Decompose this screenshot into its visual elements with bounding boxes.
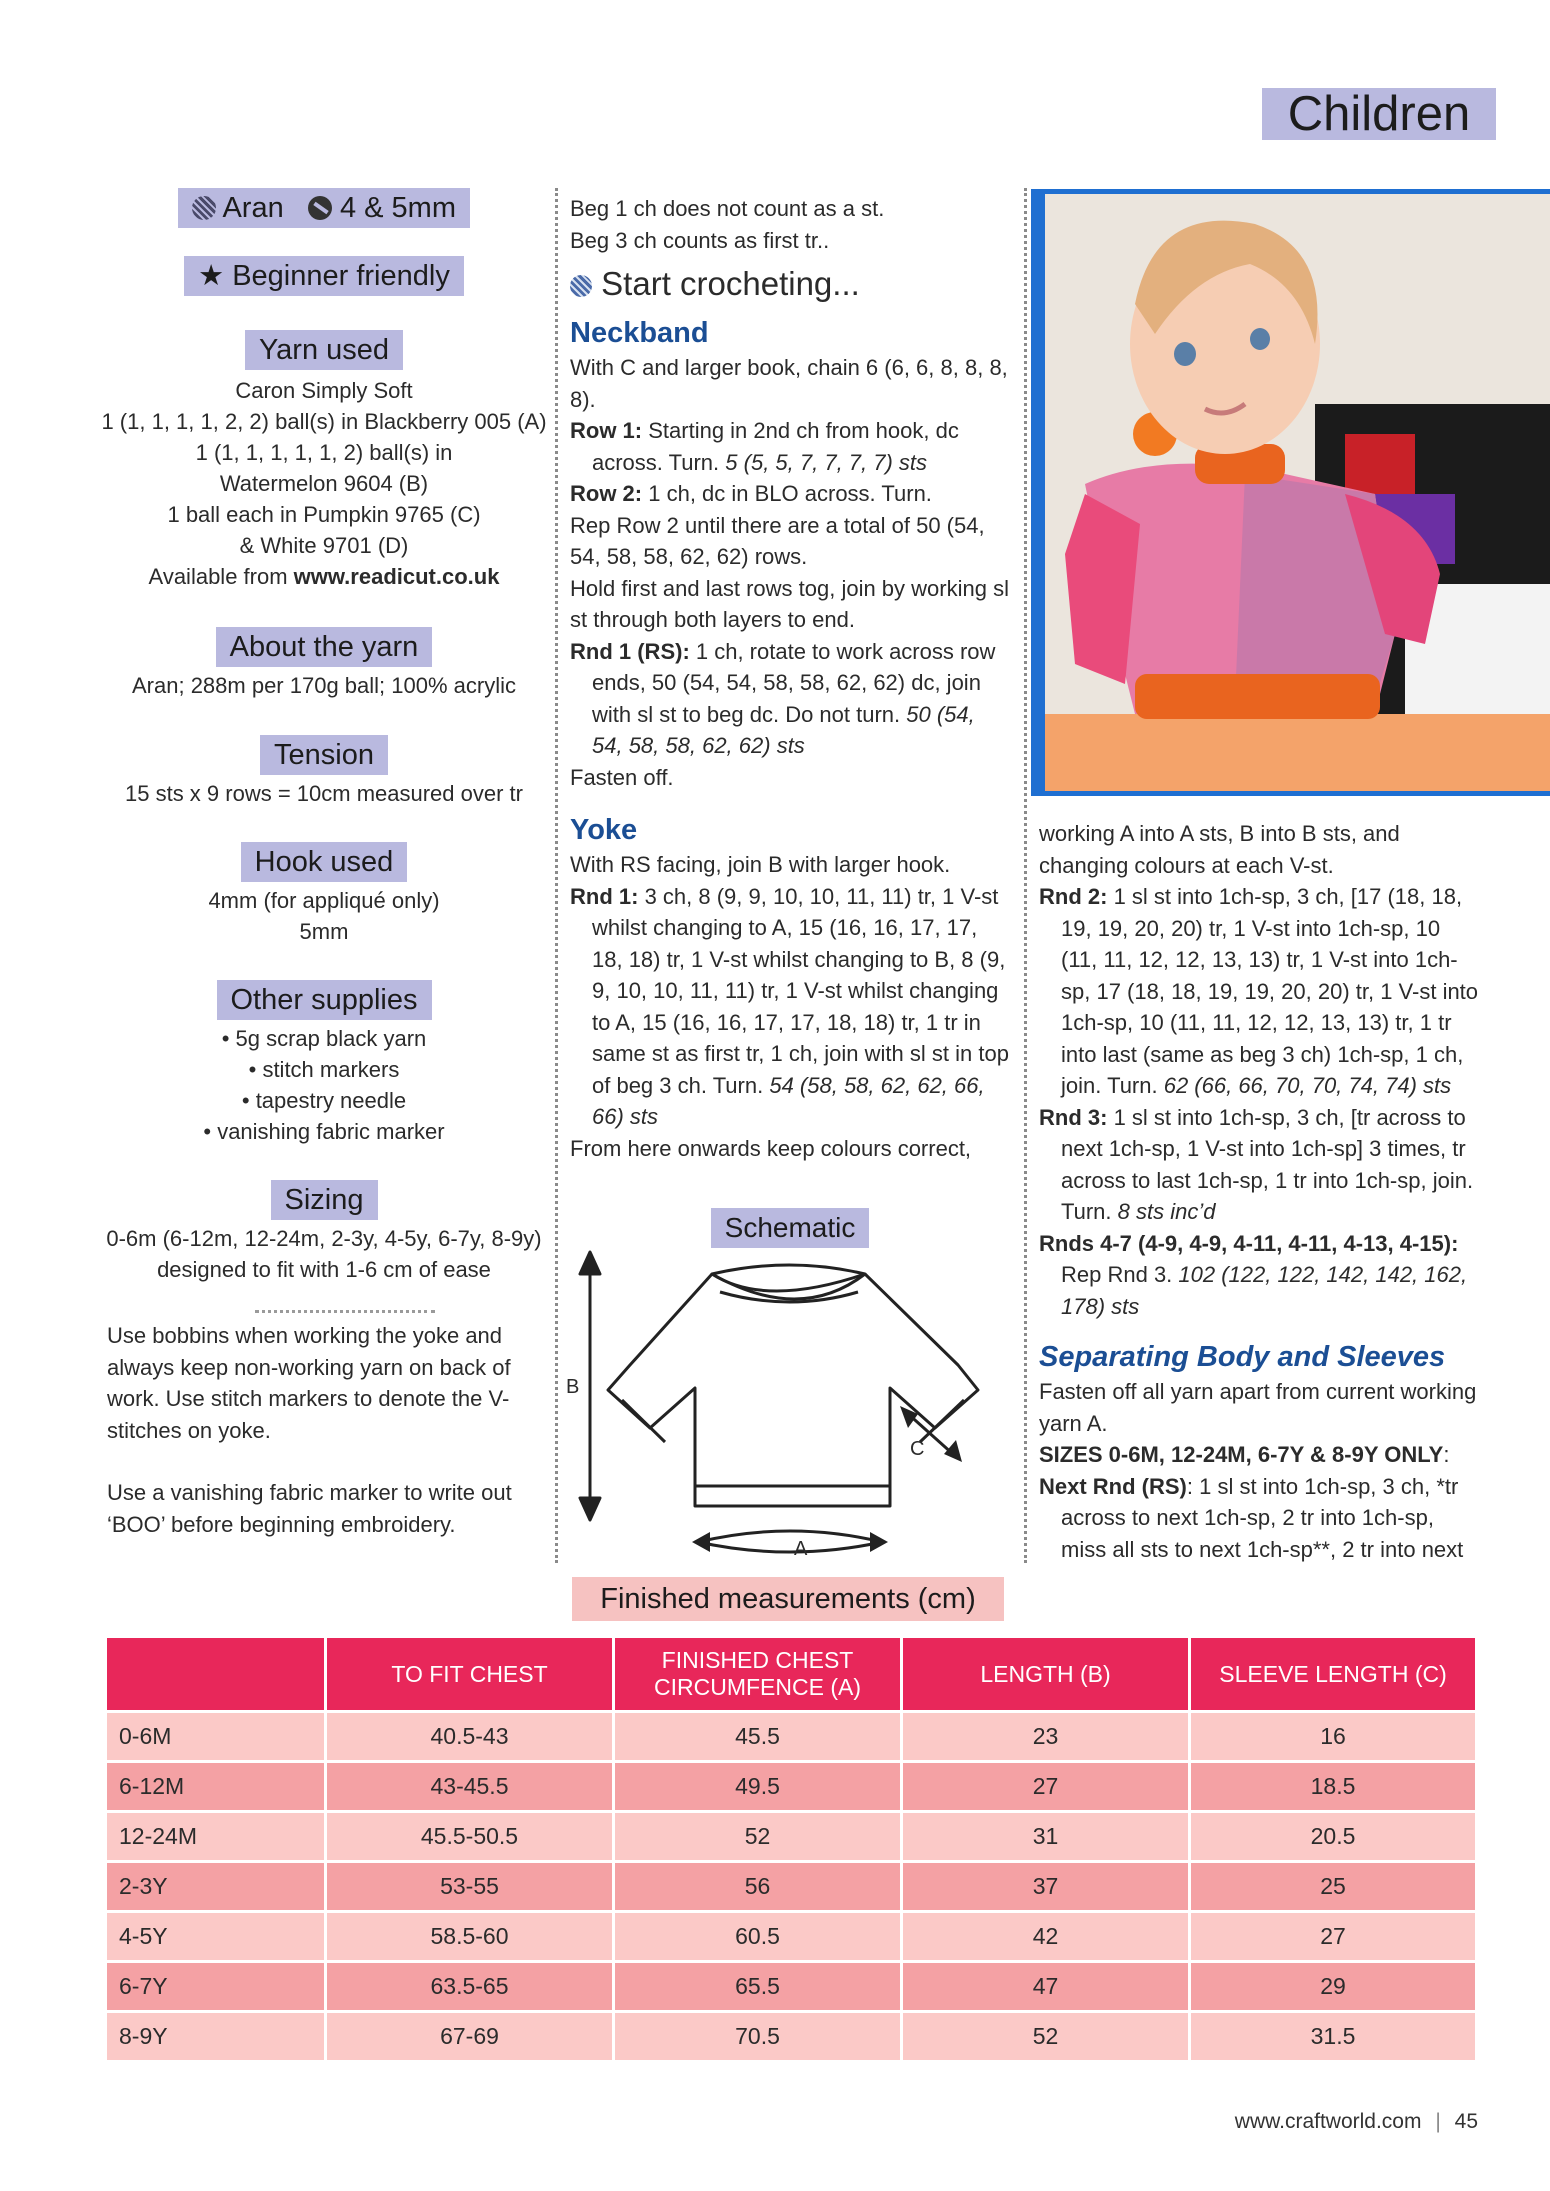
table-cell: 27 — [903, 1763, 1191, 1813]
rnd2: Rnd 2: 1 sl st into 1ch-sp, 3 ch, [17 (18, 18, 19, 19, 20, 20) tr, 1 V-st into 1ch-sp, 10 (11, 11, 12, 12, 13, 13) tr, 1 V-st into 1ch-sp, 17 (18, 18, 19, 19, 20, 20) tr, 1 V-st into 1ch-sp, 10 (11, 11, 12, 12, 13, 13) tr, 1 tr into last (same as beg 3 ch) 1ch-sp, 1 ch, join. Turn. 62 (66, 66, 70, 70, 74, 74) sts — [1039, 884, 1479, 1098]
yoke-p1: With RS facing, join B with larger hook. — [570, 852, 951, 877]
intro-line: Beg 1 ch does not count as a st. — [570, 196, 885, 221]
level-label: Beginner friendly — [232, 260, 450, 292]
start-heading: Start crocheting... — [570, 260, 1010, 308]
table-cell: 29 — [1191, 1963, 1478, 2013]
table-cell: 43-45.5 — [327, 1763, 615, 1813]
schematic-label: Schematic — [700, 1208, 880, 1248]
footer-separator: | — [1435, 2110, 1441, 2133]
page-number: 45 — [1454, 2110, 1478, 2133]
child-illustration — [1045, 194, 1550, 791]
table-cell: 6-12M — [107, 1763, 327, 1813]
yarn-ball-icon — [570, 275, 592, 297]
table-cell: 8-9Y — [107, 2013, 327, 2063]
table-cell: 70.5 — [615, 2013, 903, 2063]
neckband-p1: With C and larger book, chain 6 (6, 6, 8, 8, 8, 8). — [570, 355, 1008, 412]
rnd3: Rnd 3: 1 sl st into 1ch-sp, 3 ch, [tr across to next 1ch-sp, 1 V-st into 1ch-sp] 3 times, tr across to last 1ch-sp, 1 tr into 1ch-sp, join. Turn. 8 sts inc’d — [1039, 1104, 1474, 1224]
arrow-head — [870, 1532, 888, 1552]
table-cell: 4-5Y — [107, 1913, 327, 1963]
yoke-p2: From here onwards keep colours correct, — [570, 1135, 972, 1161]
rnds-4-7: Rnds 4-7 (4-9, 4-9, 4-11, 4-11, 4-13, 4-15): Rep Rnd 3. 102 (122, 122, 142, 142, 162, 178) sts — [1039, 1230, 1468, 1319]
arrow-head — [580, 1252, 600, 1274]
neckband-row2: Row 2: 1 ch, dc in BLO across. Turn. — [570, 481, 932, 506]
table-header — [107, 1638, 327, 1713]
table-cell: 16 — [1191, 1713, 1478, 1763]
weight-hook-badge — [96, 188, 552, 228]
table-header: FINISHED CHEST CIRCUMFENCE (A) — [615, 1638, 903, 1713]
table-header: TO FIT CHEST — [327, 1638, 615, 1713]
column-separator — [1024, 188, 1027, 1563]
table-cell: 25 — [1191, 1863, 1478, 1913]
table-row — [107, 1813, 1478, 1863]
neckband-p3: Hold first and last rows tog, join by working sl st through both layers to end. — [570, 575, 1009, 632]
schematic-diagram — [560, 1250, 1020, 1570]
separating-p1: Fasten off all yarn apart from current working yarn A. — [1039, 1379, 1477, 1436]
table-cell: 40.5-43 — [327, 1713, 615, 1763]
table-cell: 52 — [615, 1813, 903, 1863]
table-row — [107, 1763, 1478, 1813]
pattern-column-continued — [1039, 818, 1479, 1565]
note-marker: Use a vanishing fabric marker to write out ‘BOO’ before beginning embroidery. — [107, 1480, 512, 1537]
neckband-row1: Row 1: Starting in 2nd ch from hook, dc across. Turn. 5 (5, 5, 7, 7, 7, 7) sts — [570, 418, 959, 475]
yoke-rnd1: Rnd 1: 3 ch, 8 (9, 9, 10, 10, 11, 11) tr, 1 V-st whilst changing to A, 15 (16, 16, 17, 17, 18, 18) tr, 1 V-st whilst changing to B, 8 (9, 9, 10, 10, 11, 11) tr, 1 V-st whilst changing to A, 15 (16, 16, 17, 17, 18, 18) tr, 1 tr in same st as first tr, 1 ch, join with sl st in top of beg 3 ch. Turn. 54 (58, 58, 62, 62, 66, 66) sts — [570, 883, 1009, 1129]
intro-line: Beg 3 ch counts as first tr.. — [570, 227, 830, 253]
neckband-heading: Neckband — [570, 317, 709, 349]
sizing-text: 0-6m (6-12m, 12-24m, 2-3y, 4-5y, 6-7y, 8-9y) designed to fit with 1-6 cm of ease — [106, 1226, 542, 1282]
table-cell: 63.5-65 — [327, 1963, 615, 2013]
list-item: • stitch markers — [248, 1057, 400, 1082]
neckband-rnd1: Rnd 1 (RS): 1 ch, rotate to work across row ends, 50 (54, 54, 58, 58, 62, 62) dc, join with sl st to beg dc. Do not turn. 50 (54, 54, 58, 58, 62, 62) sts — [570, 638, 996, 758]
table-row — [107, 2013, 1478, 2063]
table-cell: 47 — [903, 1963, 1191, 2013]
footer-url[interactable]: www.craftworld.com — [1234, 2110, 1422, 2133]
table-cell: 20.5 — [1191, 1813, 1478, 1863]
list-item: • vanishing fabric marker — [203, 1119, 445, 1144]
table-cell: 52 — [903, 2013, 1191, 2063]
table-cell: 58.5-60 — [327, 1913, 615, 1963]
arrow-head — [692, 1532, 710, 1552]
yoke-heading: Yoke — [570, 814, 638, 846]
level-badge — [96, 256, 552, 296]
table-cell: 37 — [903, 1863, 1191, 1913]
sizing-label: Sizing — [96, 1180, 552, 1220]
pattern-column — [570, 193, 1010, 1164]
table-cell: 53-55 — [327, 1863, 615, 1913]
note-bobbins: Use bobbins when working the yoke and always keep non-working yarn on back of work. Use stitch markers to denote the V-stitches on yoke. — [107, 1323, 511, 1443]
table-cell: 18.5 — [1191, 1763, 1478, 1813]
weight-label: Aran — [222, 192, 284, 224]
yarn-used-text: Caron Simply Soft 1 (1, 1, 1, 1, 2, 2) ball(s) in Blackberry 005 (A) 1 (1, 1, 1, 1, 1, 2) ball(s) in Watermelon 9604 (B) 1 ball each in Pumpkin 9765 (C) & White 9701 (D) Available from www.readicut.co.uk — [101, 378, 547, 589]
dim-c-label: C — [910, 1438, 925, 1460]
table-cell: 49.5 — [615, 1763, 903, 1813]
table-row — [107, 1713, 1478, 1763]
measurements-table — [107, 1638, 1478, 2063]
other-supplies-label: Other supplies — [96, 980, 552, 1020]
dim-b-label: B — [566, 1376, 580, 1398]
section-title: Children — [1287, 87, 1471, 141]
yarn-supplier-link[interactable]: www.readicut.co.uk — [293, 564, 500, 589]
table-row — [107, 1863, 1478, 1913]
column-separator — [555, 188, 558, 1563]
table-cell: 12-24M — [107, 1813, 327, 1863]
dim-a-label: A — [794, 1538, 808, 1560]
table-cell: 0-6M — [107, 1713, 327, 1763]
table-header: LENGTH (B) — [903, 1638, 1191, 1713]
col3-p1: working A into A sts, B into B sts, and changing colours at each V-st. — [1039, 821, 1400, 878]
separating-heading: Separating Body and Sleeves — [1039, 1341, 1446, 1373]
table-cell: 27 — [1191, 1913, 1478, 1963]
yarn-ball-icon — [192, 196, 216, 220]
list-item: • 5g scrap black yarn — [221, 1026, 427, 1051]
arrow-head — [580, 1498, 600, 1520]
table-cell: 2-3Y — [107, 1863, 327, 1913]
about-yarn-label: About the yarn — [96, 627, 552, 667]
table-cell: 56 — [615, 1863, 903, 1913]
star-icon: ★ — [198, 260, 225, 292]
tension-label: Tension — [96, 735, 552, 775]
table-cell: 65.5 — [615, 1963, 903, 2013]
hook-label: 4 & 5mm — [339, 192, 456, 224]
table-row — [107, 1963, 1478, 2013]
child-photo — [1045, 194, 1550, 791]
neck-band — [720, 1292, 858, 1302]
sweater-outline — [608, 1274, 978, 1506]
other-supplies-list — [96, 1023, 552, 1147]
footer — [1235, 2110, 1478, 2134]
about-yarn-text: Aran; 288m per 170g ball; 100% acrylic — [132, 673, 516, 698]
hook-used-label: Hook used — [96, 842, 552, 882]
sizes-only: SIZES 0-6M, 12-24M, 6-7Y & 8-9Y ONLY: — [1039, 1442, 1450, 1467]
table-cell: 42 — [903, 1913, 1191, 1963]
chest-arrow-curve — [698, 1531, 882, 1542]
tension-text: 15 sts x 9 rows = 10cm measured over tr — [125, 781, 523, 806]
table-cell: 67-69 — [327, 2013, 615, 2063]
table-cell: 31 — [903, 1813, 1191, 1863]
table-header: SLEEVE LENGTH (C) — [1191, 1638, 1478, 1713]
hook-icon — [308, 196, 332, 220]
table-cell: 60.5 — [615, 1913, 903, 1963]
hook-used-text: 4mm (for appliqué only) 5mm — [208, 888, 440, 944]
next-rnd: Next Rnd (RS): 1 sl st into 1ch-sp, 3 ch, *tr across to next 1ch-sp, 2 tr into 1ch-sp, miss all sts to next 1ch-sp**, 2 tr into next — [1039, 1473, 1464, 1562]
neckband-fasten: Fasten off. — [570, 764, 674, 790]
table-row — [107, 1913, 1478, 1963]
measurements-title: Finished measurements (cm) — [600, 1583, 976, 1615]
notes — [107, 1320, 537, 1540]
table-cell: 23 — [903, 1713, 1191, 1763]
table-cell: 6-7Y — [107, 1963, 327, 2013]
table-cell: 45.5-50.5 — [327, 1813, 615, 1863]
list-item: • tapestry needle — [241, 1088, 407, 1113]
yarn-used-label: Yarn used — [96, 330, 552, 370]
table-header-row — [107, 1638, 1478, 1713]
neckband-p2: Rep Row 2 until there are a total of 50 (54, 54, 58, 58, 62, 62) rows. — [570, 512, 985, 569]
column-divider-dots — [255, 1310, 435, 1313]
table-cell: 45.5 — [615, 1713, 903, 1763]
arrow-head — [944, 1440, 962, 1462]
table-cell: 31.5 — [1191, 2013, 1478, 2063]
